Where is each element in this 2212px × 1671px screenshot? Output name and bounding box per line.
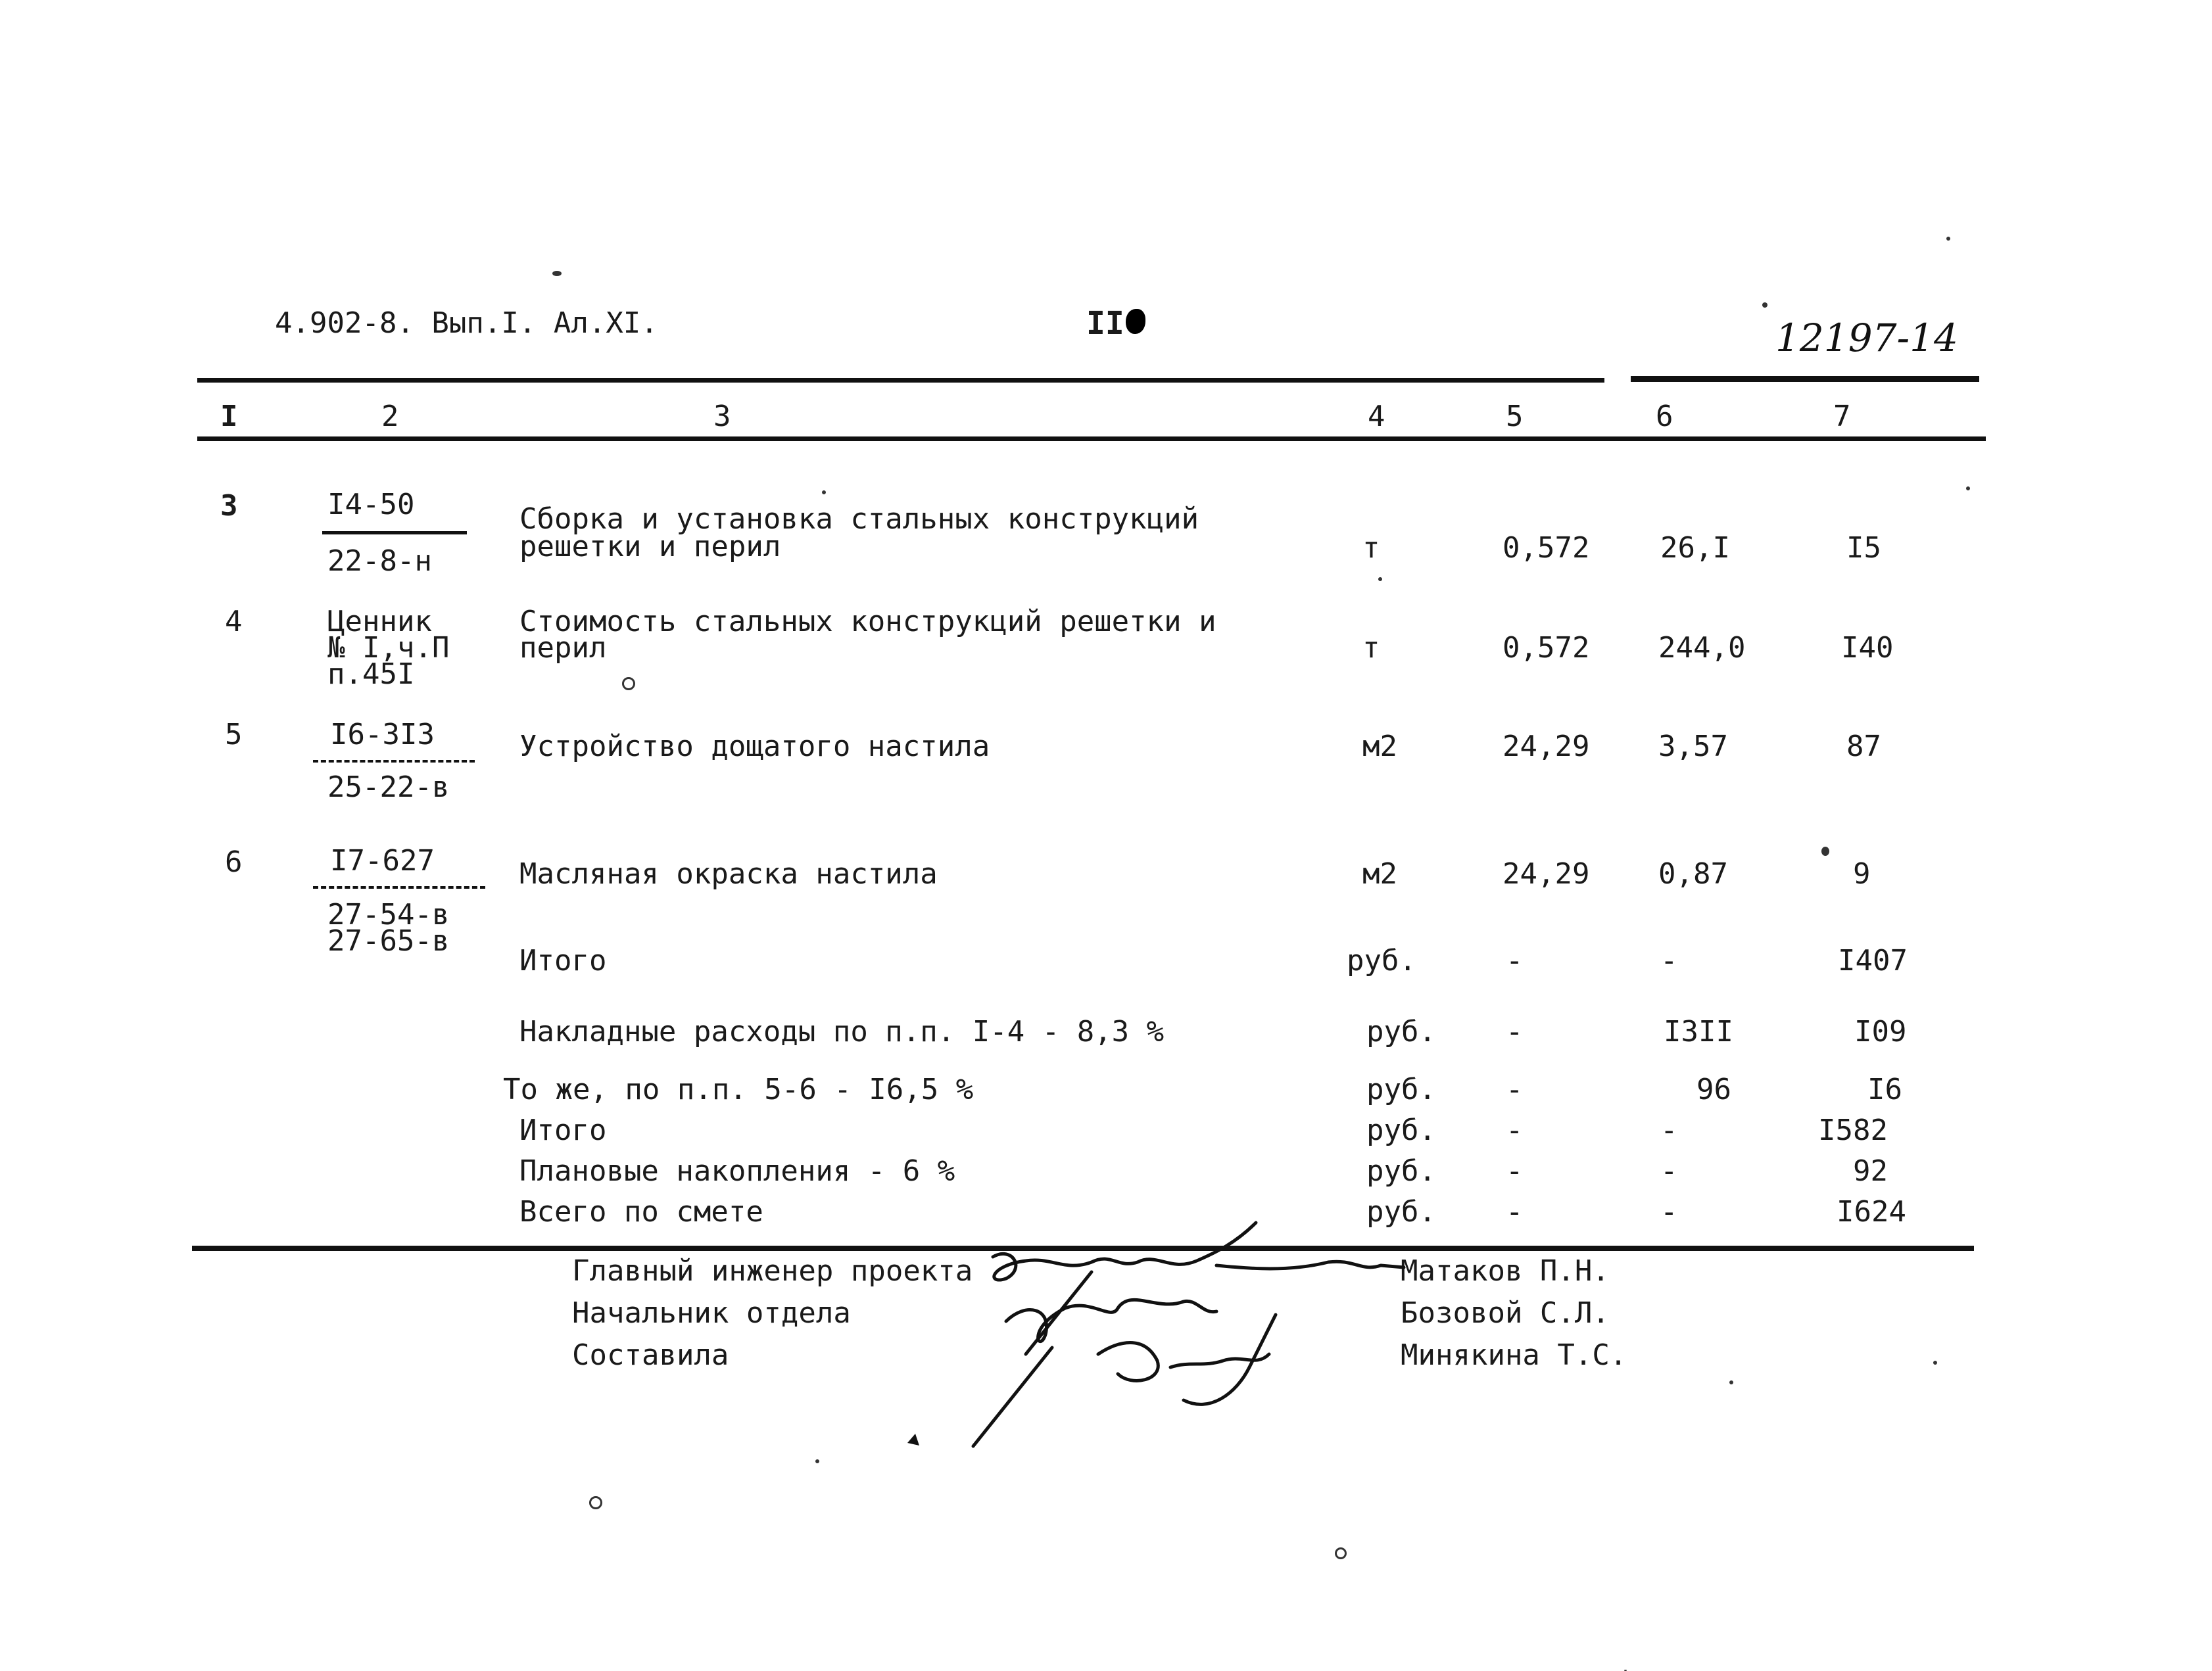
scan-speck [815,1459,819,1463]
quantity: 0,572 [1503,631,1590,665]
scan-speck [1378,577,1382,581]
work-description: перил [519,631,607,665]
work-description: Устройство дощатого настила [519,730,990,763]
quantity: 24,29 [1503,857,1590,891]
row-number: 5 [225,718,243,751]
summary-label: Плановые накопления - 6 % [519,1154,955,1188]
row-number: 3 [220,489,238,523]
summary-total: 92 [1853,1154,1888,1188]
scan-speck [1933,1361,1937,1365]
summary-total: I624 [1837,1195,1906,1229]
rate-code-sub: 25-22-в [327,770,450,804]
summary-label: Итого [519,944,607,977]
summary-unit: руб. [1366,1114,1436,1147]
summary-qty: - [1506,944,1524,977]
rate-code-sub: 27-54-в [327,898,450,931]
scan-speck [1966,486,1970,490]
scan-speck [552,271,562,276]
summary-unit: руб. [1366,1015,1436,1048]
unit: м2 [1362,730,1397,763]
price-list-ref: п.45I [327,657,415,691]
scan-ring [1335,1547,1347,1559]
rate-code: I7-627 [330,844,435,878]
column-header-6: 6 [1656,400,1673,433]
summary-qty: - [1506,1154,1524,1188]
price-list-ref: № I,ч.П [327,631,450,665]
summary-price: - [1660,1195,1678,1229]
summary-price: I3II [1664,1015,1733,1048]
quantity: 0,572 [1503,531,1590,565]
handwritten-number: 12197-14 [1775,316,1958,360]
scan-speck [1729,1380,1733,1384]
summary-label: То же, по п.п. 5-6 - I6,5 % [503,1073,974,1106]
total-cost: I40 [1841,631,1894,665]
summary-label: Накладные расходы по п.п. I-4 - 8,3 % [519,1015,1165,1048]
summary-qty: - [1506,1195,1524,1229]
summary-price: - [1660,1114,1678,1147]
summary-unit: руб. [1366,1073,1436,1106]
work-description: решетки и перил [519,530,781,563]
signatory-role: Начальник отдела [572,1296,851,1330]
column-header-3: 3 [713,400,731,433]
price-list-ref: Ценник [327,605,432,638]
scan-speck [1762,302,1767,308]
row-number: 4 [225,605,243,638]
unit-price: 0,87 [1658,857,1728,891]
column-header-4: 4 [1368,400,1385,433]
scan-speck [822,490,826,494]
rate-code: I6-3I3 [330,718,435,751]
summary-total: I6 [1867,1073,1902,1106]
rate-code-sub: 27-65-в [327,924,450,958]
summary-total: I09 [1854,1015,1907,1048]
signatory-role: Составила [572,1338,729,1372]
summary-qty: - [1506,1073,1524,1106]
unit: м2 [1362,857,1397,891]
summary-unit: руб. [1366,1195,1436,1229]
summary-total: I582 [1818,1114,1888,1147]
rate-code-sub: 22-8-н [327,544,432,578]
rate-code: I4-50 [327,488,415,521]
summary-qty: - [1506,1015,1524,1048]
scan-ring [589,1496,602,1509]
page-number: II [1086,305,1124,342]
column-header-1: I [220,400,238,433]
scan-speck [1946,237,1950,241]
work-description: Стоимость стальных конструкций решетки и [519,605,1216,638]
row-number: 6 [225,845,243,879]
quantity: 24,29 [1503,730,1590,763]
signatory-name: Минякина Т.С. [1401,1338,1627,1372]
unit: т [1362,631,1380,665]
summary-total: I407 [1838,944,1908,977]
unit: т [1362,531,1380,565]
column-header-5: 5 [1506,400,1524,433]
signatory-name: Матаков П.Н. [1401,1254,1610,1288]
summary-label: Итого [519,1114,607,1147]
total-cost: 87 [1846,730,1881,763]
summary-price: - [1660,944,1678,977]
scan-speck [1821,847,1829,856]
summary-unit: руб. [1366,1154,1436,1188]
summary-unit: руб. [1347,944,1416,977]
summary-label: Всего по смете [519,1195,763,1229]
scan-ring [622,677,635,690]
unit-price: 3,57 [1658,730,1728,763]
document-reference: 4.902-8. Вып.I. Ал.XI. [275,306,658,340]
summary-qty: - [1506,1114,1524,1147]
unit-price: 26,I [1660,531,1730,565]
work-description: Сборка и установка стальных конструкций [519,502,1199,536]
work-description: Масляная окраска настила [519,857,938,891]
total-cost: I5 [1846,531,1881,565]
total-cost: 9 [1853,857,1871,891]
column-header-2: 2 [381,400,399,433]
unit-price: 244,0 [1658,631,1746,665]
column-header-7: 7 [1833,400,1851,433]
summary-price: - [1660,1154,1678,1188]
signatory-role: Главный инженер проекта [572,1254,973,1288]
summary-price: 96 [1696,1073,1731,1106]
signatory-name: Бозовой С.Л. [1401,1296,1610,1330]
